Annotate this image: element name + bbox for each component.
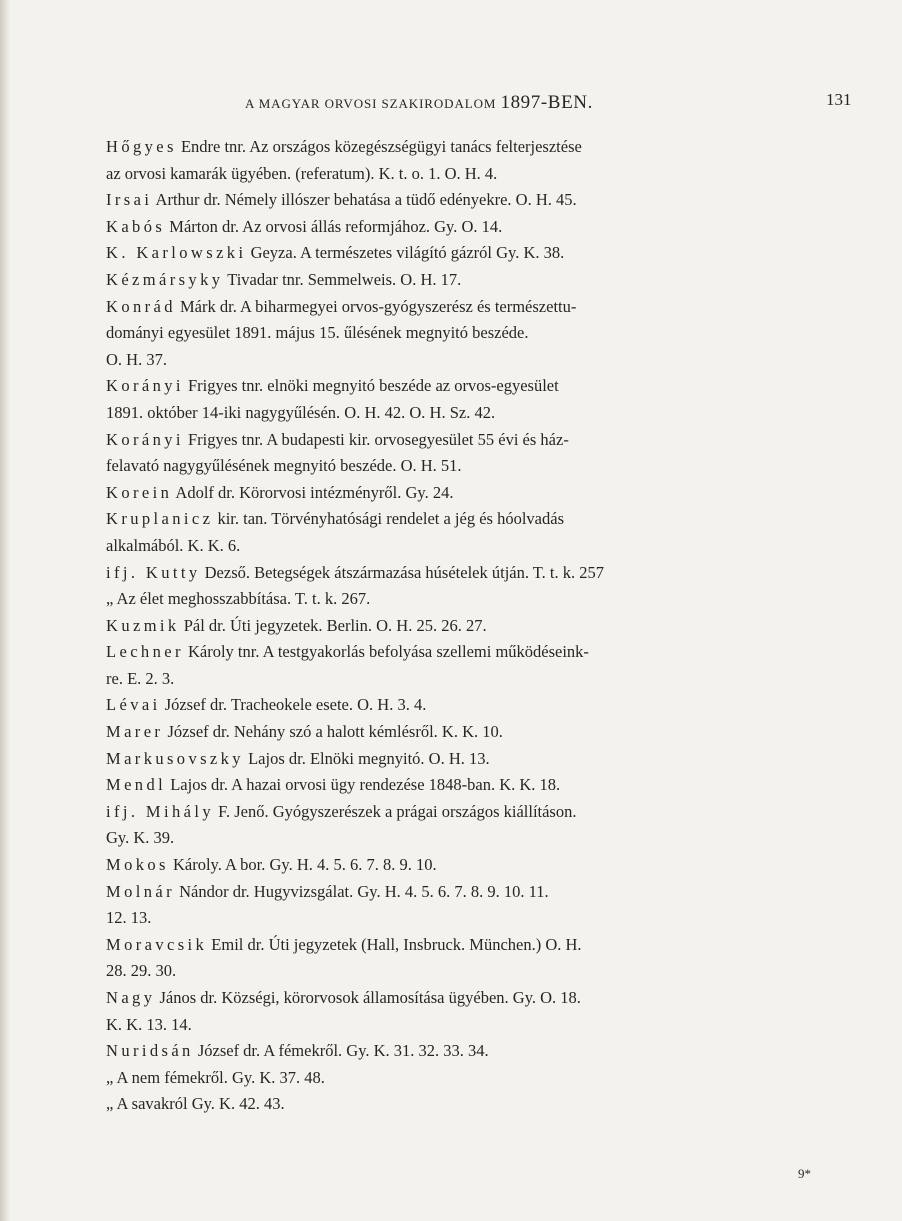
entry-text: 12. 13.	[106, 908, 152, 928]
entry-text: „ A savakról Gy. K. 42. 43.	[106, 1094, 285, 1114]
bibliography-entry	[106, 560, 766, 613]
entry-line	[106, 985, 766, 1012]
bibliography-entry	[106, 187, 766, 214]
author-name: Kabós	[106, 216, 166, 236]
entry-line	[106, 932, 766, 959]
bibliography-entry	[106, 480, 766, 507]
author-name: Hőgyes	[106, 137, 177, 156]
entry-line	[106, 666, 766, 693]
entry-text: alkalmából. K. K. 6.	[106, 535, 241, 555]
entry-line	[106, 373, 766, 400]
author-name: Konrád	[106, 296, 176, 316]
entry-line	[106, 772, 766, 799]
author-name: Nagy	[106, 988, 156, 1007]
entry-line	[106, 427, 766, 454]
bibliography-entry	[106, 294, 766, 374]
bibliography-entry	[106, 639, 766, 692]
entry-text: F. Jenő. Gyógyszerészek a prágai országos kiállításon.	[213, 801, 577, 821]
entry-line	[106, 453, 766, 480]
author-name: Kézmársyky	[106, 269, 224, 289]
bibliography-entry	[106, 1065, 766, 1092]
author-name: Moravcsik	[106, 934, 208, 954]
entry-text: József dr. Nehány szó a halott kémlésről. K. K. 10.	[163, 722, 503, 742]
bibliography-entry	[106, 506, 766, 559]
author-name: Mendl	[106, 775, 167, 795]
bibliography-entry	[106, 427, 766, 480]
entry-text: K. K. 13. 14.	[106, 1014, 192, 1034]
entry-line	[106, 825, 766, 852]
entry-line	[106, 506, 766, 533]
entry-text: O. H. 37.	[106, 349, 167, 369]
entry-text: Frigyes tnr. A budapesti kir. orvosegyesület 55 évi és ház-	[183, 429, 569, 449]
entry-line	[106, 267, 766, 294]
bibliography-entry	[106, 772, 766, 799]
entry-text: Márton dr. Az orvosi állás reformjához. Gy. O. 14.	[165, 216, 503, 236]
entry-text: Arthur dr. Némely illószer behatása a tüdő edényekre. O. H. 45.	[152, 190, 577, 210]
bibliography-entry	[106, 799, 766, 852]
entry-text: Dezső. Betegségek átszármazása húsételek útján. T. t. k. 257	[200, 562, 605, 582]
entry-line	[106, 1065, 766, 1092]
entry-text: Pál dr. Úti jegyzetek. Berlin. O. H. 25. 26. 27.	[179, 615, 487, 635]
running-header	[0, 88, 902, 112]
entry-line	[106, 613, 766, 640]
entry-line	[106, 692, 766, 719]
entry-line	[106, 187, 766, 214]
entry-line	[106, 799, 766, 826]
author-name: Nuridsán	[106, 1041, 194, 1061]
entry-line	[106, 560, 766, 587]
entry-text: Lajos dr. Elnöki megnyitó. O. H. 13.	[243, 748, 490, 768]
entry-line	[106, 586, 766, 613]
entry-line	[106, 240, 766, 267]
entry-text: dományi egyesület 1891. május 15. űlésének megnyitó beszéde.	[106, 323, 529, 343]
author-name: Korein	[106, 482, 173, 502]
bibliography-entry	[106, 1038, 766, 1065]
entry-line	[106, 533, 766, 560]
bibliography-entry	[106, 214, 766, 241]
bibliography-entry	[106, 985, 766, 1038]
bibliography-entry	[106, 719, 766, 746]
entry-text: „ Az élet meghosszabbítása. T. t. k. 267.	[106, 589, 371, 609]
entry-text: Károly tnr. A testgyakorlás befolyása szellemi működéseink-	[183, 642, 589, 662]
entry-line	[106, 746, 766, 773]
entry-line	[106, 161, 766, 188]
entry-line	[106, 905, 766, 932]
author-name: Marer	[106, 722, 164, 742]
bibliography-entry	[106, 134, 766, 187]
entry-line	[106, 958, 766, 985]
author-name: Irsai	[106, 190, 153, 210]
signature-mark: 9*	[798, 1166, 811, 1181]
bibliography-entry	[106, 879, 766, 932]
author-name: Molnár	[106, 881, 175, 901]
bibliography-entry	[106, 373, 766, 426]
entry-text: József dr. Tracheokele esete. O. H. 3. 4.	[160, 695, 427, 715]
header-year: 1897-BEN.	[500, 92, 593, 113]
entry-text: Geyza. A természetes világító gázról Gy. K. 38.	[246, 243, 565, 263]
entry-line	[106, 1091, 766, 1118]
entry-line	[106, 214, 766, 241]
author-name: Korányi	[106, 429, 184, 449]
entry-text: Gy. K. 39.	[106, 828, 175, 848]
entry-line	[106, 852, 766, 879]
entry-text: Emil dr. Úti jegyzetek (Hall, Insbruck. München.) O. H.	[207, 934, 582, 954]
entry-line	[106, 400, 766, 427]
entry-text: „ A nem fémekről. Gy. K. 37. 48.	[106, 1067, 325, 1087]
entry-text: Endre tnr. Az országos közegészségügyi tanács felterjesztése	[176, 137, 582, 156]
author-name: K. Karlowszki	[106, 243, 247, 263]
bibliography-entry	[106, 692, 766, 719]
entry-line	[106, 134, 766, 161]
entry-line	[106, 1012, 766, 1039]
entry-line	[106, 294, 766, 321]
author-name: ifj. Mihály	[106, 801, 214, 821]
author-name: Lechner	[106, 642, 184, 662]
entry-text: Frigyes tnr. elnöki megnyitó beszéde az orvos-egyesület	[183, 376, 559, 396]
bibliography-entry	[106, 852, 766, 879]
bibliography-list	[106, 134, 766, 1118]
entry-text: József dr. A fémekről. Gy. K. 31. 32. 33. 34.	[193, 1041, 489, 1061]
entry-text: Tivadar tnr. Semmelweis. O. H. 17.	[223, 269, 462, 289]
entry-line	[106, 480, 766, 507]
bibliography-entry	[106, 267, 766, 294]
entry-text: felavató nagygyűlésének megnyitó beszéde. O. H. 51.	[106, 456, 462, 476]
bibliography-entry	[106, 613, 766, 640]
author-name: Lévai	[106, 695, 161, 715]
entry-text: Lajos dr. A hazai orvosi ügy rendezése 1848-ban. K. K. 18.	[166, 775, 561, 795]
author-name: Mokos	[106, 855, 169, 875]
entry-text: kir. tan. Törvényhatósági rendelet a jég és hóolvadás	[213, 509, 564, 529]
author-name: Korányi	[106, 376, 184, 396]
entry-text: az orvosi kamarák ügyében. (referatum). K. t. o. 1. O. H. 4.	[106, 163, 498, 183]
bibliography-entry	[106, 240, 766, 267]
entry-line	[106, 719, 766, 746]
entry-line	[106, 320, 766, 347]
entry-line	[106, 879, 766, 906]
entry-line	[106, 639, 766, 666]
entry-line	[106, 347, 766, 374]
bibliography-entry	[106, 932, 766, 985]
entry-text: Nándor dr. Hugyvizsgálat. Gy. H. 4. 5. 6. 7. 8. 9. 10. 11.	[174, 881, 549, 901]
entry-text: Károly. A bor. Gy. H. 4. 5. 6. 7. 8. 9. 10.	[168, 855, 437, 875]
entry-text: 28. 29. 30.	[106, 961, 177, 981]
author-name: Kruplanicz	[106, 509, 214, 529]
entry-text: Adolf dr. Körorvosi intézményről. Gy. 24.	[172, 482, 454, 502]
author-name: Markusovszky	[106, 748, 244, 768]
author-name: Kuzmik	[106, 615, 180, 635]
entry-line	[106, 1038, 766, 1065]
entry-text: re. E. 2. 3.	[106, 668, 175, 688]
bibliography-entry	[106, 1091, 766, 1118]
page-binding-edge	[0, 0, 10, 1221]
header-title: A MAGYAR ORVOSI SZAKIRODALOM 1897-BEN.	[245, 92, 593, 113]
page-number: 131	[826, 90, 852, 109]
author-name: ifj. Kutty	[106, 562, 201, 582]
bibliography-entry	[106, 746, 766, 773]
entry-text: János dr. Községi, körorvosok államosítása ügyében. Gy. O. 18.	[155, 988, 581, 1007]
entry-text: Márk dr. A biharmegyei orvos-gyógyszerész és természettu-	[175, 296, 577, 316]
entry-text: 1891. október 14-iki nagygyűlésén. O. H. 42. O. H. Sz. 42.	[106, 402, 496, 422]
